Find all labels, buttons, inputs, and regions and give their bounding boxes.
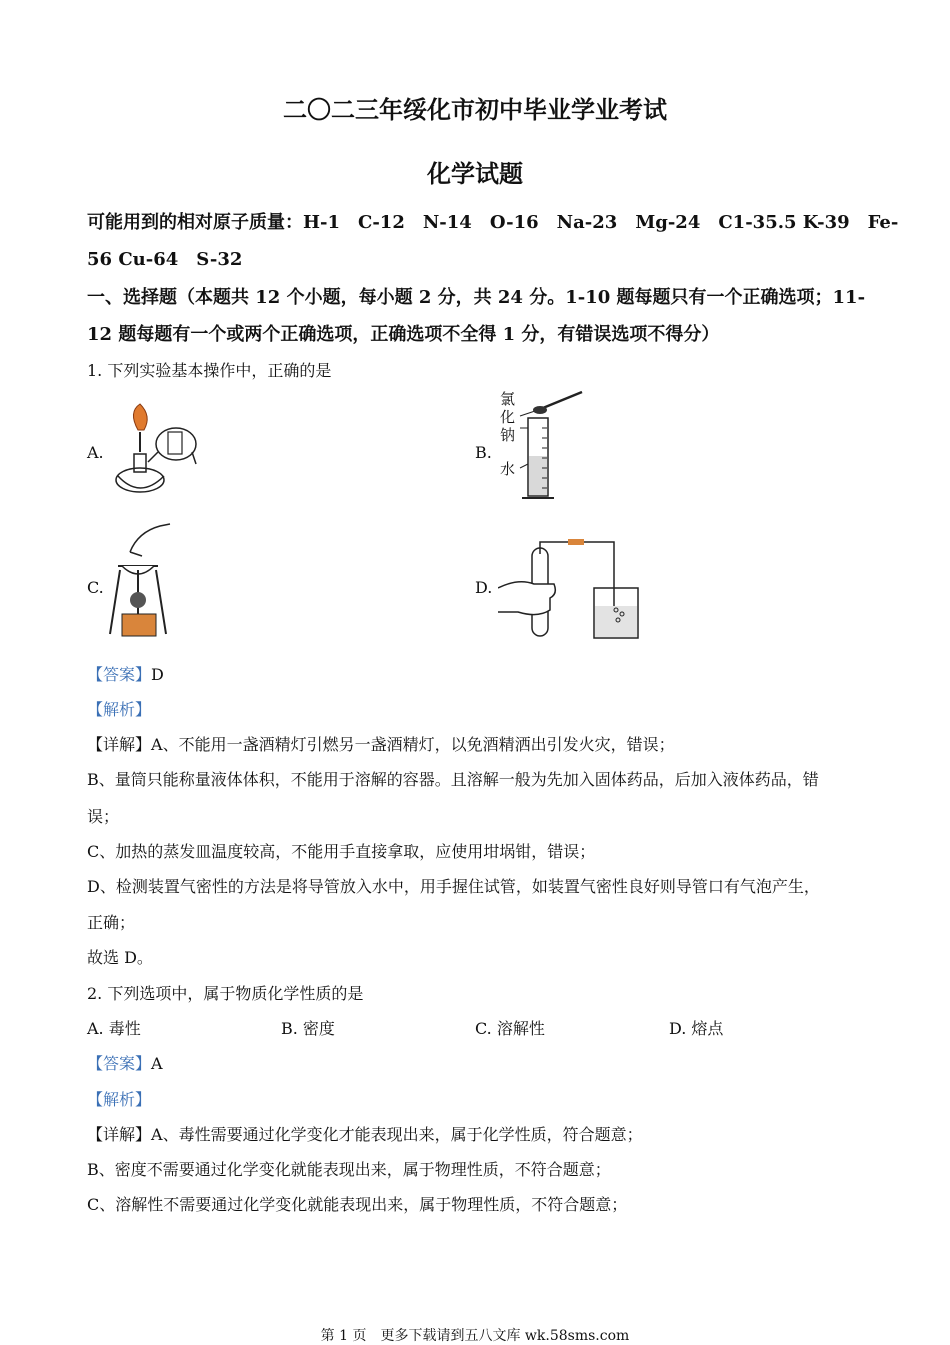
q1-detail-a	[87, 732, 675, 755]
answer-value: A	[151, 1054, 163, 1073]
figure-b-label-2: 化	[500, 408, 516, 426]
q2-detail-c: C、溶解性不需要通过化学变化就能表现出来，属于物理性质，不符合题意；	[87, 1195, 628, 1214]
graduated-cylinder-figure	[516, 388, 586, 504]
q2-detail-b: B、密度不需要通过化学变化就能表现出来，属于物理性质，不符合题意；	[87, 1160, 611, 1179]
q1-stem: 1. 下列实验基本操作中，正确的是	[87, 361, 332, 380]
page-title: 二〇二三年绥化市初中毕业学业考试	[283, 95, 667, 124]
airtightness-test-figure	[498, 538, 643, 642]
page-footer: 第 1 页 更多下载请到五八文库 wk.58sms.com	[320, 1328, 630, 1344]
q2-option-d: D. 熔点	[669, 1019, 724, 1038]
q2-analysis-tag: 【解析】	[87, 1090, 152, 1109]
detail-text: A、不能用一盏酒精灯引燃另一盏酒精灯，以免酒精洒出引发火灾，错误；	[151, 735, 675, 754]
q1-detail-b-line2: 误；	[87, 807, 120, 826]
detail-tag: 【详解】	[87, 1125, 152, 1144]
figure-b-label-1: 氯	[500, 390, 516, 408]
q1-detail-c: C、加热的蒸发皿温度较高，不能用手直接拿取，应使用坩埚钳，错误；	[87, 842, 596, 861]
q2-option-c: C. 溶解性	[475, 1019, 545, 1038]
section-heading-line2: 12 题每题有一个或两个正确选项，正确选项不全得 1 分，有错误选项不得分）	[87, 324, 720, 345]
q2-detail-a	[87, 1122, 643, 1145]
q1-analysis-tag: 【解析】	[87, 700, 152, 719]
q1-option-d-label: D.	[475, 578, 493, 597]
figure-b-label-3: 钠	[500, 426, 516, 444]
q2-option-b: B. 密度	[281, 1019, 335, 1038]
answer-tag: 【答案】	[87, 1054, 152, 1073]
q2-stem: 2. 下列选项中，属于物质化学性质的是	[87, 984, 364, 1003]
atomic-masses-line2: 56 Cu-64 S-32	[87, 249, 243, 270]
detail-tag: 【详解】	[87, 735, 152, 754]
q2-option-a: A. 毒性	[87, 1019, 141, 1038]
alcohol-lamp-figure	[108, 402, 203, 502]
section-heading-line1: 一、选择题（本题共 12 个小题，每小题 2 分，共 24 分。1-10 题每题只有一个正确选项；11-	[87, 287, 866, 308]
q1-option-c-label: C.	[87, 578, 104, 597]
answer-value: D	[151, 665, 164, 684]
q1-detail-d-line1: D、检测装置气密性的方法是将导管放入水中，用手握住试管，如装置气密性良好则导管口有气泡产生，	[87, 877, 820, 896]
q1-detail-d-line2: 正确；	[87, 913, 136, 932]
q1-conclusion: 故选 D。	[87, 948, 153, 967]
evaporating-dish-figure	[108, 522, 178, 640]
q1-answer	[87, 662, 164, 685]
page-subtitle: 化学试题	[427, 159, 523, 188]
q2-answer	[87, 1051, 163, 1074]
atomic-masses-line1: 可能用到的相对原子质量：H-1 C-12 N-14 O-16 Na-23 Mg-24 C1-35.5 K-39 Fe-	[87, 212, 899, 233]
q1-option-a-label: A.	[87, 443, 104, 462]
q1-detail-b-line1: B、量筒只能称量液体体积，不能用于溶解的容器。且溶解一般为先加入固体药品，后加入液体药品，错	[87, 770, 819, 789]
detail-text: A、毒性需要通过化学变化才能表现出来，属于化学性质，符合题意；	[151, 1125, 643, 1144]
figure-b-label-4: 水	[500, 460, 516, 478]
answer-tag: 【答案】	[87, 665, 152, 684]
q1-option-b-label: B.	[475, 443, 492, 462]
